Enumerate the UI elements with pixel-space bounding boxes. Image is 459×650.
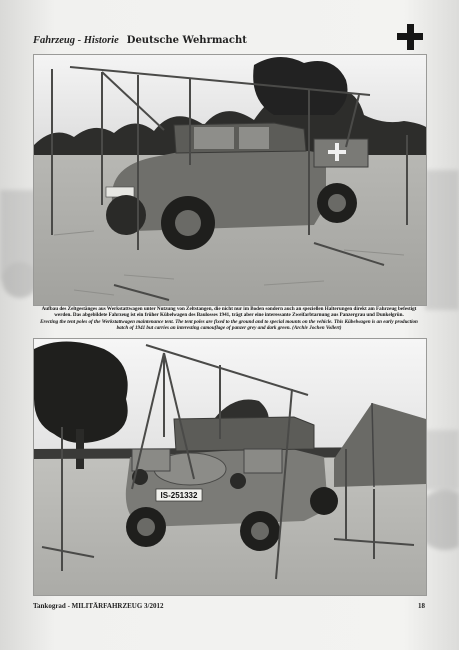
photo-caption <box>35 306 423 332</box>
caption-german: Aufbau des Zeltgestänges aus Werkstattwagen unter Nutzung von Zeltstangen, die nicht nur im Boden sondern auch an speziellen Halterungen direkt am Fahrzeug befestigt werden. Das abgebildete Fahrzeug ist ein früher Kübelwagen des Baulosses 1941, trägt aber eine interessante Zweifarbtarnung aus Panzergrau und Dunkelgrün. <box>41 306 417 319</box>
photo-bottom <box>33 338 427 596</box>
header-title-left: Fahrzeug - Historie <box>33 35 119 46</box>
footer-publication: Tankograd - MILITÄRFAHRZEUG 3/2012 <box>33 602 164 610</box>
photo-top <box>33 54 427 306</box>
page-footer <box>33 602 425 614</box>
page-number: 18 <box>418 602 425 610</box>
license-plate-text: IS-251332 <box>160 491 198 500</box>
balkenkreuz-icon <box>397 24 423 50</box>
photo-top-illustration <box>34 55 426 305</box>
photo-bottom-illustration <box>34 339 426 595</box>
background-ghost-image-right <box>425 150 459 600</box>
page-header <box>33 30 423 48</box>
caption-english: Erecting the tent poles of the Werkstattwagen maintenance tent. The tent poles are fixed to the ground and to special mounts on the vehicle. This Kübelwagen is an early production batch of 1941 but carries an interesting camouflage of panzer grey and dark green. (Archiv Jochen Vollert) <box>40 318 418 332</box>
header-title-right: Deutsche Wehrmacht <box>126 35 247 46</box>
